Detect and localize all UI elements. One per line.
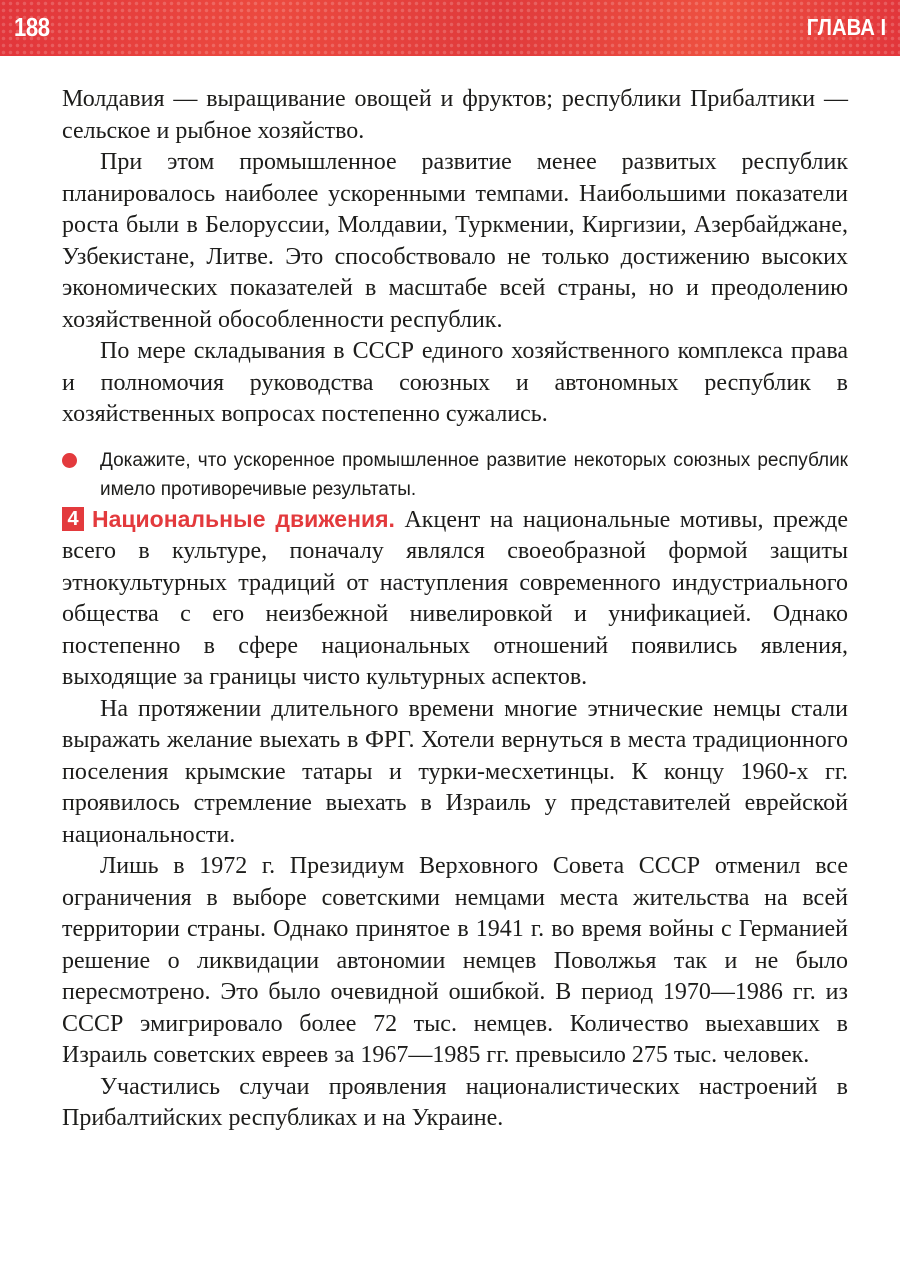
page-header	[0, 0, 900, 56]
paragraph: Участились случаи проявления националистических настроений в Прибалтийских республиках и на Украине.	[62, 1073, 848, 1131]
paragraph: При этом промышленное развитие менее развитых республик планировалось наиболее ускоренными темпами. Наибольшими показатели роста были в Белоруссии, Молдавии, Туркмении, Киргизии, Азербайджане, Узбекистане, Литве. Это способствовало не только достижению высоких экономических показателей в масштабе всей страны, но и преодолению хозяйственной обособленности республик.	[62, 149, 848, 333]
page-body	[62, 84, 848, 1135]
paragraph: Лишь в 1972 г. Президиум Верховного Совета СССР отменил все ограничения в выборе советскими немцами места жительства на всей территории страны. Однако принятое в 1941 г. во время войны с Германией решение о ликвидации автономии немцев Поволжья так и не было пересмотрено. Это было очевидной ошибкой. В период 1970—1986 гг. из СССР эмигрировало более 72 тыс. немцев. Количество выехавших в Израиль советских евреев за 1967—1985 гг. превысило 275 тыс. человек.	[62, 853, 848, 1068]
question-block	[62, 446, 848, 504]
paragraph: Молдавия — выращивание овощей и фруктов; республики Прибалтики — сельское и рыбное хозяйство.	[62, 86, 848, 144]
section-paragraph	[62, 504, 848, 694]
question-bullet-icon	[62, 453, 77, 468]
paragraph: По мере складывания в СССР единого хозяйственного комплекса права и полномочия руководства союзных и автономных республик в хозяйственных вопросах постепенно сужались.	[62, 338, 848, 427]
paragraph: На протяжении длительного времени многие этнические немцы стали выражать желание выехать в ФРГ. Хотели вернуться в места традиционного поселения крымские татары и турки-месхетинцы. К концу 1960-х гг. проявилось стремление выехать в Израиль у представителей еврейской национальности.	[62, 695, 848, 848]
chapter-label: ГЛАВА I	[806, 14, 886, 40]
section-lead-text: Акцент на национальные мотивы, прежде всего в культуре, поначалу являлся своеобразной формой защиты этнокультурных традиций от наступления современного индустриального общества с его неизбежной нивелировкой и унификацией. Однако постепенно в сфере национальных отношений появились явления, выходящие за границы чисто культурных аспектов.	[62, 506, 848, 690]
question-text: Докажите, что ускоренное промышленное развитие некоторых союзных республик имело противоречивые результаты.	[100, 449, 848, 500]
section-number-badge: 4	[62, 507, 84, 531]
section-title: Национальные движения.	[92, 505, 395, 532]
page-number: 188	[14, 12, 50, 42]
